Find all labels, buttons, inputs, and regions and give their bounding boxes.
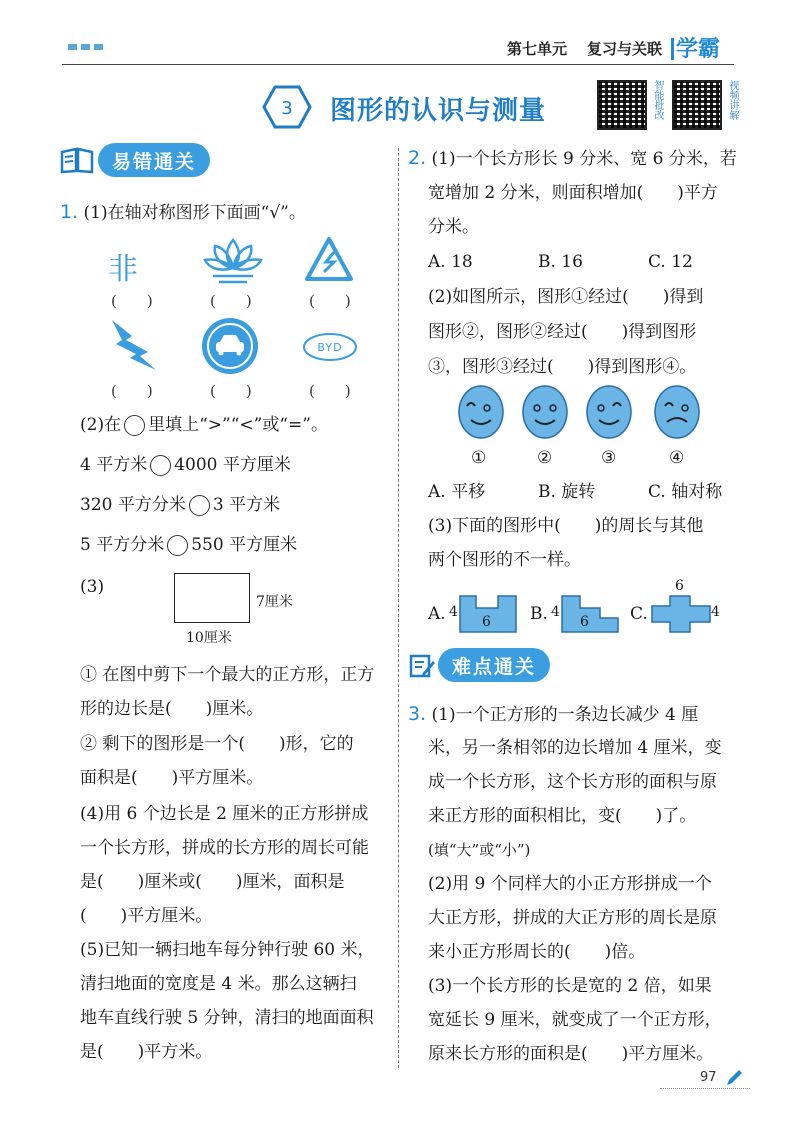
rect-height-label: 7厘米 — [256, 594, 293, 610]
q3-p2-line-3: 来小正方形周长的( )倍。 — [428, 942, 646, 962]
face-label-3: ③ — [601, 448, 617, 468]
p3-line-4: 面积是( )平方厘米。 — [80, 768, 264, 788]
q2-number: 2. — [408, 147, 427, 169]
shape-a-bottom: 6 — [482, 614, 491, 630]
unit-label: 第七单元 — [507, 40, 568, 58]
brand-divider — [671, 38, 674, 60]
section-label: 复习与关联 — [587, 40, 663, 58]
q1-part1: (1)在轴对称图形下面画“√”。 — [83, 203, 306, 223]
face-3-icon — [585, 384, 633, 440]
q2-p1-option-c[interactable]: C. 12 — [648, 252, 693, 272]
title-number: 3 — [281, 98, 293, 119]
shape-b-bottom: 6 — [580, 614, 589, 630]
q3-p1-line-4: 来正方形的面积相比，变( )了。 — [428, 806, 697, 826]
title-number-badge — [262, 84, 312, 130]
qr-label-grading: 智能批改 — [652, 80, 663, 120]
lotus-icon — [203, 234, 263, 286]
compare-row-1: 4 平方米 4000 平方厘米 — [80, 455, 291, 475]
q2-p3-line-1: (3)下面的图形中( )的周长与其他 — [428, 516, 704, 536]
p5-line-2: 清扫地面的宽度是 4 米。那么这辆扫 — [80, 974, 357, 994]
p4-line-2: 一个长方形，拼成的长方形的周长可能 — [80, 838, 369, 858]
shape-b-label[interactable]: B. — [530, 604, 548, 624]
qr-code-grading[interactable] — [597, 80, 647, 130]
q2-p2-option-c[interactable]: C. 轴对称 — [648, 482, 723, 502]
face-1-icon — [457, 384, 505, 440]
header-rule — [62, 64, 734, 65]
q3: 3. (1)一个正方形的一条边长减少 4 厘 — [408, 703, 699, 725]
q3-p2-line-2: 大正方形，拼成的大正方形的周长是原 — [428, 908, 717, 928]
q2-p2-line-3: ③，图形③经过( )得到图形④。 — [428, 357, 697, 377]
shape-c-label[interactable]: C. — [630, 604, 648, 624]
answer-paren-3[interactable]: ( ) — [309, 292, 351, 310]
shape-b-side: 4 — [551, 604, 560, 620]
compare-blank-3[interactable] — [167, 535, 188, 556]
q1-number: 1. — [60, 201, 79, 223]
q2-p3-line-2: 两个图形的不一样。 — [428, 550, 581, 570]
q3-p3-line-1: (3)一个长方形的长是宽的 2 倍，如果 — [428, 976, 712, 996]
footer-rule — [660, 1088, 750, 1089]
book-icon — [60, 146, 94, 174]
answer-paren-4[interactable]: ( ) — [111, 382, 153, 400]
answer-paren-5[interactable]: ( ) — [210, 382, 252, 400]
byd-logo-icon — [302, 332, 358, 362]
q1-part3-label: (3) — [80, 577, 105, 597]
rectangle-figure — [174, 573, 250, 623]
face-4-icon — [653, 384, 701, 440]
compare-blank-2[interactable] — [189, 495, 210, 516]
q2-p2-line-1: (2)如图所示，图形①经过( )得到 — [428, 287, 704, 307]
answer-paren-2[interactable]: ( ) — [210, 292, 252, 310]
shape-a-label[interactable]: A. — [428, 604, 446, 624]
qr-label-video: 视频讲解 — [727, 80, 738, 120]
header-decoration — [68, 44, 103, 50]
pencil-icon — [724, 1068, 744, 1088]
p4-line-4: ( )平方厘米。 — [80, 906, 213, 926]
q3-p1-line-2: 米，另一条相邻的边长增加 4 厘米，变 — [428, 738, 722, 758]
q2-p2-line-2: 图形②，图形②经过( )得到图形 — [428, 322, 697, 342]
pencil-note-icon — [408, 652, 436, 680]
p5-line-1: (5)已知一辆扫地车每分钟行驶 60 米， — [80, 940, 375, 960]
q3-p3-line-2: 宽延长 9 厘米，就变成了一个正方形， — [428, 1010, 722, 1030]
q2-p2-option-a[interactable]: A. 平移 — [428, 482, 486, 502]
q2-p1-line-2: 宽增加 2 分米，则面积增加( )平方 — [428, 183, 718, 203]
q2-p1-line-3: 分米。 — [428, 217, 479, 237]
p4-line-3: 是( )厘米或( )厘米，面积是 — [80, 872, 345, 892]
qr-code-video[interactable] — [672, 80, 722, 130]
q3-number: 3. — [408, 703, 427, 725]
answer-paren-6[interactable]: ( ) — [309, 382, 351, 400]
compare-row-3: 5 平方分米 550 平方厘米 — [80, 535, 298, 555]
brand-logo: 学霸 — [676, 37, 721, 62]
rect-width-label: 10厘米 — [186, 630, 232, 646]
p5-line-3: 地车直线行驶 5 分钟，清扫的地面面积 — [80, 1008, 374, 1028]
shape-c-side: 4 — [711, 604, 720, 620]
shape-b-figure — [560, 594, 622, 634]
p3-line-2: 形的边长是( )厘米。 — [80, 699, 264, 719]
car-sign-icon — [200, 316, 260, 376]
face-label-1: ① — [471, 448, 487, 468]
page-title: 图形的认识与测量 — [330, 96, 547, 126]
shape-c-top: 6 — [675, 578, 684, 594]
q2: 2. (1)一个长方形长 9 分米、宽 6 分米，若 — [408, 147, 737, 169]
q3-p1-line-3: 成一个长方形，这个长方形的面积与原 — [428, 772, 717, 792]
face-2-icon — [521, 384, 569, 440]
face-label-4: ④ — [669, 448, 685, 468]
p3-line-3: ② 剩下的图形是一个( )形，它的 — [80, 734, 354, 754]
q2-p1-option-a[interactable]: A. 18 — [428, 252, 473, 272]
fei-character-icon: 非 — [108, 252, 138, 287]
compare-row-2: 320 平方分米 3 平方米 — [80, 495, 281, 515]
lightning-icon — [108, 318, 158, 372]
face-label-2: ② — [537, 448, 553, 468]
shape-c-figure — [650, 594, 714, 634]
q1 — [60, 200, 306, 225]
column-divider — [398, 148, 399, 1068]
compare-blank-1[interactable] — [150, 455, 171, 476]
compare-circle-icon — [124, 415, 145, 436]
q3-p1-hint: (填“大”或“小”) — [428, 841, 531, 859]
p4-line-1: (4)用 6 个边长是 2 厘米的正方形拼成 — [80, 804, 369, 824]
q2-p1-option-b[interactable]: B. 16 — [538, 252, 583, 272]
answer-paren-1[interactable]: ( ) — [111, 292, 153, 310]
q2-p2-option-b[interactable]: B. 旋转 — [538, 482, 596, 502]
section-badge-easy-mistakes: 易错通关 — [98, 143, 210, 177]
section-badge-hard-points: 难点通关 — [438, 648, 550, 682]
svg-text:BYD: BYD — [317, 341, 343, 354]
warning-sign-icon — [304, 236, 354, 282]
q1-part2: (2)在 里填上“>”“<”或“=”。 — [80, 415, 328, 435]
shape-a-side: 4 — [449, 604, 458, 620]
page-number: 97 — [700, 1070, 717, 1085]
p5-line-4: 是( )平方米。 — [80, 1042, 213, 1062]
p3-line-1: ① 在图中剪下一个最大的正方形，正方 — [80, 665, 375, 685]
q3-p2-line-1: (2)用 9 个同样大的小正方形拼成一个 — [428, 874, 712, 894]
q3-p3-line-3: 原来长方形的面积是( )平方厘米。 — [428, 1044, 714, 1064]
